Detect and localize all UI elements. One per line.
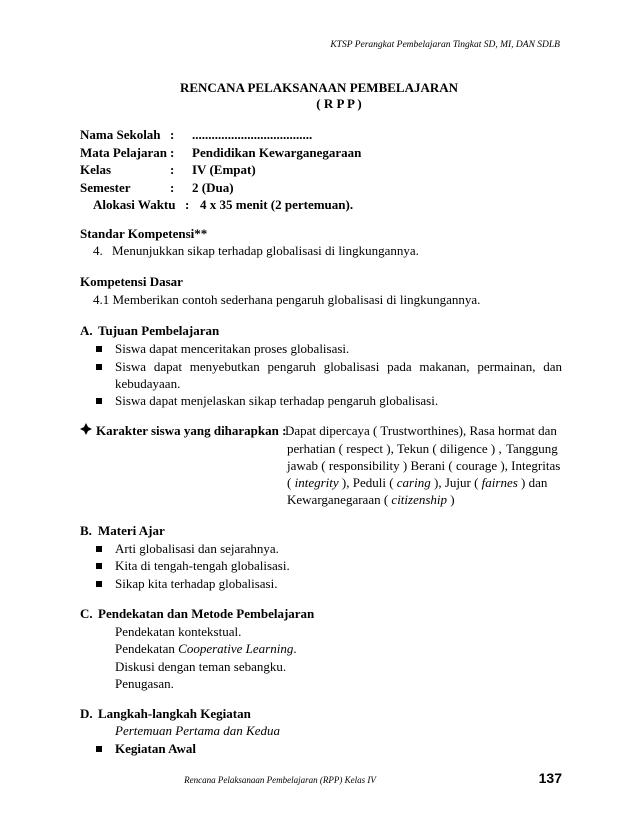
tujuan-item-3: Siswa dapat menjelaskan sikap terhadap pengaruh globalisasi. [115, 393, 439, 408]
pendekatan-heading: Pendekatan dan Metode Pembelajaran [98, 606, 315, 621]
label-mata-pelajaran: Mata Pelajaran [80, 145, 168, 160]
karakter-line-1: Dapat dipercaya ( Trustworthines), Rasa hormat dan [285, 423, 557, 438]
pendekatan-line-3: Diskusi dengan teman sebangku. [115, 659, 287, 674]
tujuan-item-2-line-1: Siswa dapat menyebutkan pengaruh globalisasi pada makanan, permainan, dan [115, 359, 562, 374]
karakter-line-4: ( integrity ), Peduli ( caring ), Jujur ( fairnes ) dan [287, 475, 548, 490]
materi-item-3: Sikap kita terhadap globalisasi. [115, 576, 278, 591]
materi-heading: Materi Ajar [98, 523, 165, 538]
square-bullet-icon [96, 364, 102, 370]
diamond-bullet-icon [80, 423, 92, 439]
tujuan-item-2-line-2: kebudayaan. [115, 376, 181, 391]
page-number: 137 [538, 770, 562, 786]
section-marker-c: C. [80, 606, 93, 621]
sep: : [170, 127, 175, 142]
value-alokasi-waktu: 4 x 35 menit (2 pertemuan). [200, 197, 354, 212]
square-bullet-icon [96, 546, 102, 552]
standar-number: 4. [93, 243, 103, 258]
sep: : [170, 145, 175, 160]
value-kelas: IV (Empat) [192, 162, 256, 177]
label-alokasi-waktu: Alokasi Waktu [93, 197, 176, 212]
karakter-line-5: Kewarganegaraan ( citizenship ) [287, 492, 455, 507]
square-bullet-icon [96, 581, 102, 587]
running-header: KTSP Perangkat Pembelajaran Tingkat SD, MI, DAN SDLB [330, 40, 560, 50]
langkah-subheading: Pertemuan Pertama dan Kedua [115, 723, 281, 738]
standar-text: Menunjukkan sikap terhadap globalisasi di lingkungannya. [112, 243, 419, 258]
value-nama-sekolah: ..................................... [192, 127, 313, 142]
langkah-heading: Langkah-langkah Kegiatan [98, 706, 251, 721]
pendekatan-line-4: Penugasan. [115, 676, 174, 691]
kompetensi-heading: Kompetensi Dasar [80, 274, 183, 289]
pendekatan-line-2: Pendekatan Cooperative Learning. [115, 641, 297, 656]
section-marker-a: A. [80, 323, 93, 338]
karakter-label: Karakter siswa yang diharapkan : [96, 423, 287, 438]
square-bullet-icon [96, 746, 102, 752]
square-bullet-icon [96, 346, 102, 352]
materi-item-2: Kita di tengah-tengah globalisasi. [115, 558, 290, 573]
tujuan-item-1: Siswa dapat menceritakan proses globalisasi. [115, 341, 350, 356]
section-marker-b: B. [80, 523, 92, 538]
kompetensi-text: 4.1 Memberikan contoh sederhana pengaruh globalisasi di lingkungannya. [93, 292, 481, 307]
label-kelas: Kelas [80, 162, 112, 177]
standar-heading: Standar Kompetensi** [80, 226, 208, 241]
karakter-line-2: perhatian ( respect ), Tekun ( diligence ) , [287, 441, 502, 456]
value-semester: 2 (Dua) [192, 180, 234, 195]
square-bullet-icon [96, 398, 102, 404]
karakter-line-3: jawab ( responsibility ) Berani ( courage ), Integritas [287, 458, 561, 473]
section-marker-d: D. [80, 706, 93, 721]
karakter-line-2-end: Tanggung [506, 441, 558, 456]
value-mata-pelajaran: Pendidikan Kewarganegaraan [192, 145, 362, 160]
sep: : [170, 162, 175, 177]
sep: : [185, 197, 190, 212]
label-nama-sekolah: Nama Sekolah [80, 127, 161, 142]
sep: : [170, 180, 175, 195]
footer-text: Rencana Pelaksanaan Pembelajaran (RPP) Kelas IV [184, 775, 376, 785]
page-title: RENCANA PELAKSANAAN PEMBELAJARAN [179, 80, 459, 95]
langkah-item: Kegiatan Awal [115, 741, 197, 756]
label-semester: Semester [80, 180, 131, 195]
tujuan-heading: Tujuan Pembelajaran [98, 323, 220, 338]
square-bullet-icon [96, 563, 102, 569]
page-subtitle: ( R P P ) [316, 96, 362, 111]
materi-item-1: Arti globalisasi dan sejarahnya. [115, 541, 279, 556]
pendekatan-line-1: Pendekatan kontekstual. [115, 624, 242, 639]
